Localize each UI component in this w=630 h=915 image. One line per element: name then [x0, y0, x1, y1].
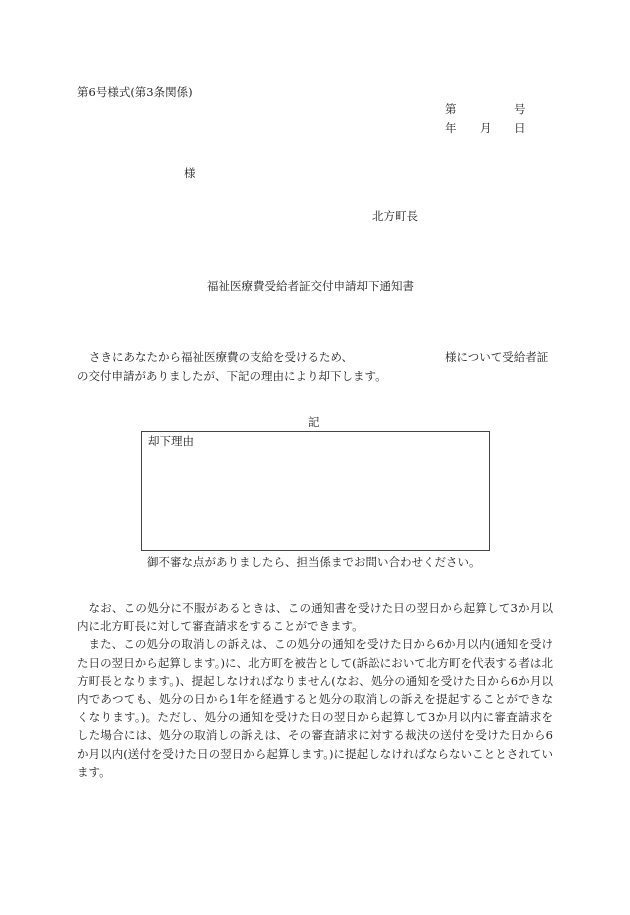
- reason-label: 却下理由: [148, 434, 194, 448]
- reason-box: [141, 431, 490, 551]
- number-suffix: 号: [514, 102, 526, 116]
- date-day: 日: [514, 121, 526, 135]
- notice-para-1: なお、この処分に不服があるときは、この通知書を受けた日の翌日から起算して3か月以内に北方町長に対して審査請求をすることができます。: [77, 601, 553, 634]
- notice-para-2: また、この処分の取消しの訴えは、この処分の通知を受けた日から6か月以内(通知を受けた日の翌日から起算します。)に、北方町を被告として(訴訟において北方町を代表する者は北方町長となります。)、提起しなければなりません(なお、処分の通知を受けた日から6か月以内であつても、処分の日から1年を経過すると処分の取消しの訴えを提起することができなくなります。)。ただし、処分の通知を受けた日の翌日から起算して3か月以内に審査請求をした場合には、処分の取消しの訴えは、その審査請求に対する裁決の送付を受けた日から6か月以内(送付を受けた日の翌日から起算します。)に提起しなければならないこととされています。: [77, 637, 553, 779]
- date-month: 月: [480, 121, 492, 135]
- document-title: 福祉医療費受給者証交付申請却下通知書: [207, 279, 414, 293]
- number-prefix: 第: [445, 102, 457, 116]
- body-part2: 様について受給者証: [445, 350, 549, 364]
- notice-text: [77, 599, 553, 781]
- body-part1: さきにあなたから福祉医療費の支給を受けるため、: [89, 350, 354, 364]
- body-line2: の交付申請がありましたが、下記の理由により却下します。: [77, 369, 387, 383]
- ki-heading: 記: [308, 415, 320, 429]
- inquiry-note: 御不審な点がありましたら、担当係までお問い合わせください。: [147, 555, 481, 569]
- addressee-suffix: 様: [184, 166, 196, 180]
- sender: 北方町長: [372, 209, 418, 223]
- date-year: 年: [445, 121, 457, 135]
- form-id: 第6号様式(第3条関係): [77, 85, 193, 99]
